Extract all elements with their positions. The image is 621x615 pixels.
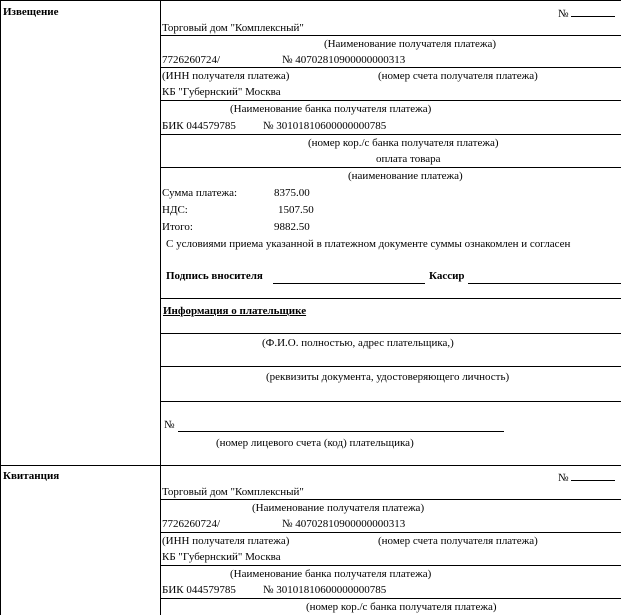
notice-line-6 (160, 298, 621, 299)
receipt-label: Квитанция (3, 470, 60, 482)
notice-line-4 (160, 134, 621, 135)
notice-line-2 (160, 67, 621, 68)
notice-line-3 (160, 100, 621, 101)
notice-consent-text: С условиями приема указанной в платежном документе суммы ознакомлен и согласен (166, 238, 571, 250)
notice-bank-caption: (Наименование банка получателя платежа) (230, 103, 432, 115)
receipt-bik: БИК 044579785 (162, 584, 236, 596)
notice-total-label: Итого: (162, 221, 193, 233)
notice-fio-caption: (Ф.И.О. полностью, адрес плательщика,) (262, 337, 454, 349)
notice-account-caption: (номер счета получателя платежа) (378, 70, 538, 82)
notice-account-number-blank (178, 431, 504, 432)
receipt-bank-caption: (Наименование банка получателя платежа) (230, 568, 432, 580)
notice-bank-name: КБ "Губернский" Москва (162, 86, 281, 98)
receipt-corr-account: № 30101810600000000785 (263, 584, 387, 596)
receipt-line-4 (160, 598, 621, 599)
top-border (0, 0, 621, 1)
receipt-inn-caption: (ИНН получателя платежа) (162, 535, 290, 547)
notice-line-9 (160, 401, 621, 402)
receipt-line-1 (160, 499, 621, 500)
notice-vat-value: 1507.50 (278, 204, 314, 216)
receipt-number-blank (571, 470, 615, 481)
notice-vat-label: НДС: (162, 204, 188, 216)
notice-number (558, 6, 615, 21)
notice-number-blank (571, 6, 615, 17)
notice-inn-caption: (ИНН получателя платежа) (162, 70, 290, 82)
notice-sum-value: 8375.00 (274, 187, 310, 199)
receipt-number (558, 470, 615, 485)
notice-line-1 (160, 35, 621, 36)
notice-signature-label: Подпись вносителя (166, 270, 263, 282)
notice-line-8 (160, 366, 621, 367)
receipt-recipient-caption: (Наименование получателя платежа) (252, 502, 425, 514)
notice-account-number-prefix: № (164, 419, 175, 431)
notice-payment-caption: (наименование платежа) (348, 170, 463, 182)
receipt-account-no: № 40702810900000000313 (282, 518, 406, 530)
notice-label: Извещение (3, 6, 59, 18)
notice-bik: БИК 044579785 (162, 120, 236, 132)
notice-corr-account: № 30101810600000000785 (263, 120, 387, 132)
notice-cashier-label: Кассир (429, 270, 465, 282)
receipt-line-3 (160, 565, 621, 566)
notice-account-no: № 40702810900000000313 (282, 54, 406, 66)
left-border (0, 0, 1, 615)
section-divider (0, 465, 621, 466)
notice-recipient-name: Торговый дом "Комплексный" (162, 22, 304, 34)
notice-corr-caption: (номер кор./с банка получателя платежа) (308, 137, 499, 149)
column-divider (160, 0, 161, 615)
notice-account-number-caption: (номер лицевого счета (код) плательщика) (216, 437, 414, 449)
notice-payment-name: оплата товара (376, 153, 441, 165)
receipt-inn: 7726260724/ (162, 518, 221, 530)
receipt-account-caption: (номер счета получателя платежа) (378, 535, 538, 547)
notice-line-5 (160, 167, 621, 168)
notice-sum-label: Сумма платежа: (162, 187, 238, 199)
notice-signature-blank (273, 283, 425, 284)
receipt-corr-caption: (номер кор./с банка получателя платежа) (306, 601, 497, 613)
receipt-bank-name: КБ "Губернский" Москва (162, 551, 281, 563)
notice-id-caption: (реквизиты документа, удостоверяющего личность) (266, 371, 510, 383)
notice-payer-info-title: Информация о плательщике (163, 305, 307, 317)
receipt-line-2 (160, 532, 621, 533)
notice-inn: 7726260724/ (162, 54, 221, 66)
notice-cashier-blank (468, 283, 621, 284)
receipt-recipient-name: Торговый дом "Комплексный" (162, 486, 304, 498)
receipt-number-prefix: № (558, 472, 569, 484)
notice-recipient-caption: (Наименование получателя платежа) (323, 38, 497, 50)
notice-total-value: 9882.50 (274, 221, 310, 233)
notice-number-prefix: № (558, 8, 569, 20)
notice-line-7 (160, 333, 621, 334)
